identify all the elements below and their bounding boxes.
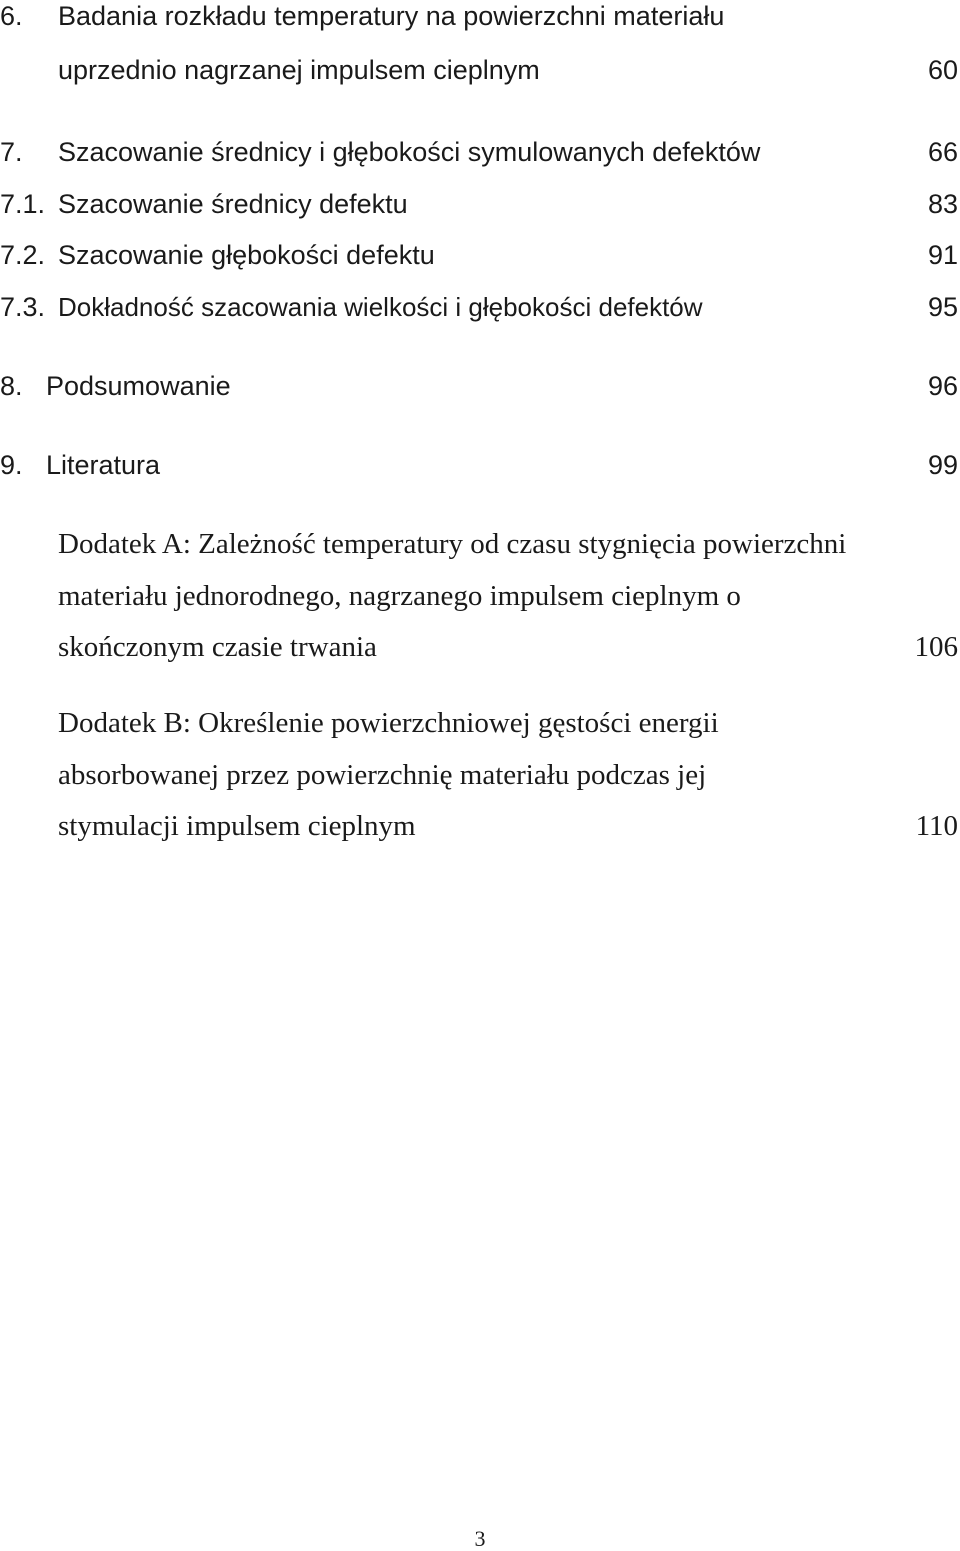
toc-entry-7-3-title: Dokładność szacowania wielkości i głębokości defektów <box>58 292 703 322</box>
toc-appendix-a-line1: Dodatek A: Zależność temperatury od czasu stygnięcia powierzchni <box>58 528 847 560</box>
toc-entry-7-number: 7. <box>0 137 23 167</box>
toc-entry-6-title-line1: Badania rozkładu temperatury na powierzchni materiału <box>58 1 725 31</box>
toc-appendix-b-line1: Dodatek B: Określenie powierzchniowej gęstości energii <box>58 707 719 739</box>
toc-entry-9-number: 9. <box>0 450 23 480</box>
toc-entry-9-title: Literatura <box>46 450 161 480</box>
toc-entry-7-1-number: 7.1. <box>0 189 46 219</box>
toc-appendix-b-line3: stymulacji impulsem cieplnym <box>58 810 416 842</box>
toc-entry-9-page: 99 <box>927 450 958 480</box>
toc-entry-7-2-page: 91 <box>927 240 958 270</box>
toc-entry-6-number: 6. <box>0 1 23 31</box>
toc-entry-8-title: Podsumowanie <box>46 371 231 401</box>
toc-entry-8-number: 8. <box>0 371 23 401</box>
toc-entry-7-title: Szacowanie średnicy i głębokości symulowanych defektów <box>58 137 761 167</box>
toc-appendix-b-page: 110 <box>915 810 958 842</box>
toc-entry-7-3-page: 95 <box>927 292 958 322</box>
toc-appendix-a-page: 106 <box>914 631 958 663</box>
toc-entry-7-2-number: 7.2. <box>0 240 46 270</box>
toc-entry-8-page: 96 <box>927 371 958 401</box>
toc-entry-6-page: 60 <box>927 55 958 85</box>
toc-appendix-a-line3: skończonym czasie trwania <box>58 631 377 663</box>
toc-entry-7-1-title: Szacowanie średnicy defektu <box>58 189 408 219</box>
toc-entry-7-page: 66 <box>927 137 958 167</box>
toc-entry-7-1-page: 83 <box>927 189 958 219</box>
toc-entry-7-2-title: Szacowanie głębokości defektu <box>58 240 435 270</box>
page-number: 3 <box>474 1526 486 1551</box>
toc-appendix-b-line2: absorbowanej przez powierzchnię materiału podczas jej <box>58 759 707 791</box>
toc-entry-6-title-line2: uprzednio nagrzanej impulsem cieplnym <box>58 55 540 85</box>
toc-entry-7-3-number: 7.3. <box>0 292 46 322</box>
toc-appendix-a-line2: materiału jednorodnego, nagrzanego impulsem cieplnym o <box>58 580 741 612</box>
